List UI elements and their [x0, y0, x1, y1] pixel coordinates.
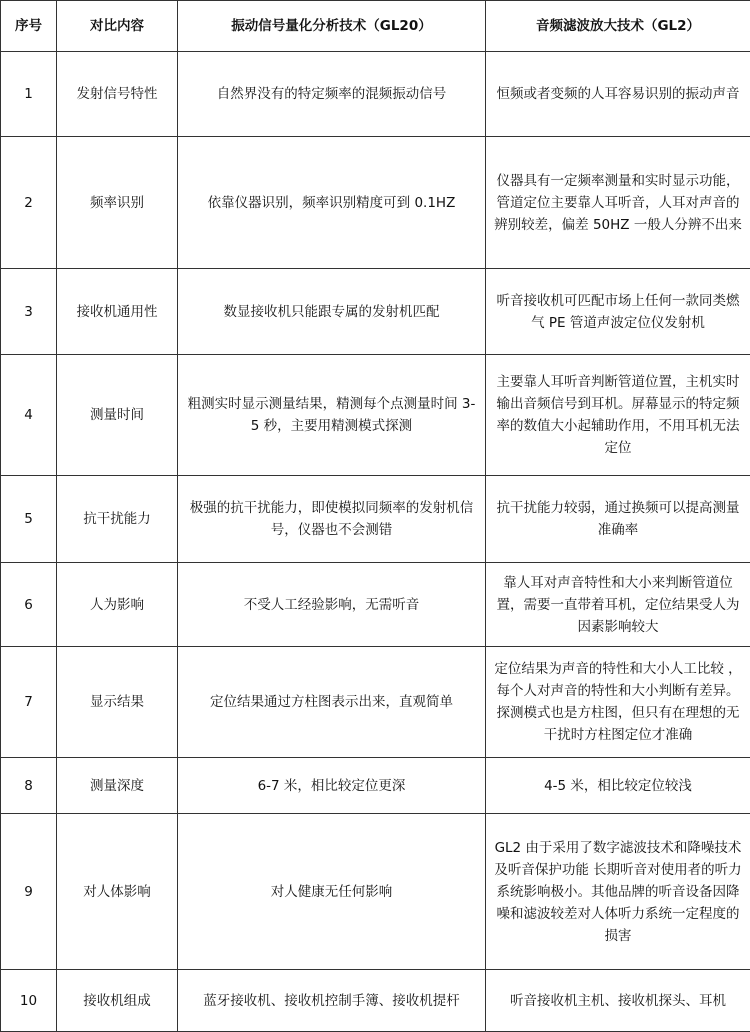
header-row	[1, 1, 750, 52]
row-item: 测量时间	[57, 355, 178, 476]
row-no: 2	[1, 137, 57, 269]
row-gl2: 抗干扰能力较弱，通过换频可以提高测量准确率	[486, 476, 750, 563]
table-row	[1, 647, 750, 758]
row-no: 5	[1, 476, 57, 563]
row-gl2: 听音接收机主机、接收机探头、耳机	[486, 970, 750, 1032]
row-gl2: GL2 由于采用了数字滤波技术和降噪技术及听音保护功能 长期听音对使用者的听力系统影响极小。其他品牌的听音设备因降噪和滤波较差对人体听力系统一定程度的损害	[486, 814, 750, 970]
row-no: 3	[1, 269, 57, 355]
row-gl20: 蓝牙接收机、接收机控制手簿、接收机提杆	[178, 970, 486, 1032]
table-row	[1, 137, 750, 269]
row-gl20: 极强的抗干扰能力，即使模拟同频率的发射机信号，仪器也不会测错	[178, 476, 486, 563]
row-item: 频率识别	[57, 137, 178, 269]
row-gl2: 主要靠人耳听音判断管道位置，主机实时输出音频信号到耳机。屏幕显示的特定频率的数值大小起辅助作用，不用耳机无法定位	[486, 355, 750, 476]
header-gl20: 振动信号量化分析技术（GL20）	[178, 1, 486, 52]
header-gl2: 音频滤波放大技术（GL2）	[486, 1, 750, 52]
table-row	[1, 355, 750, 476]
row-gl2: 4-5 米，相比较定位较浅	[486, 758, 750, 814]
row-item: 接收机组成	[57, 970, 178, 1032]
row-item: 对人体影响	[57, 814, 178, 970]
table-row	[1, 476, 750, 563]
table-row	[1, 269, 750, 355]
row-no: 1	[1, 52, 57, 137]
row-item: 抗干扰能力	[57, 476, 178, 563]
row-gl20: 粗测实时显示测量结果，精测每个点测量时间 3-5 秒，主要用精测模式探测	[178, 355, 486, 476]
row-gl2: 恒频或者变频的人耳容易识别的振动声音	[486, 52, 750, 137]
row-gl20: 自然界没有的特定频率的混频振动信号	[178, 52, 486, 137]
row-item: 发射信号特性	[57, 52, 178, 137]
row-no: 9	[1, 814, 57, 970]
row-no: 6	[1, 563, 57, 647]
row-no: 8	[1, 758, 57, 814]
row-no: 10	[1, 970, 57, 1032]
table-row	[1, 563, 750, 647]
row-gl20: 定位结果通过方柱图表示出来，直观简单	[178, 647, 486, 758]
row-gl2: 定位结果为声音的特性和大小人工比较 ，每个人对声音的特性和大小判断有差异。探测模式也是方柱图，但只有在理想的无干扰时方柱图定位才准确	[486, 647, 750, 758]
row-gl2: 听音接收机可匹配市场上任何一款同类燃气 PE 管道声波定位仪发射机	[486, 269, 750, 355]
row-item: 显示结果	[57, 647, 178, 758]
row-gl20: 数显接收机只能跟专属的发射机匹配	[178, 269, 486, 355]
row-item: 人为影响	[57, 563, 178, 647]
row-gl20: 依靠仪器识别，频率识别精度可到 0.1HZ	[178, 137, 486, 269]
row-item: 接收机通用性	[57, 269, 178, 355]
row-gl20: 不受人工经验影响，无需听音	[178, 563, 486, 647]
row-gl2: 仪器具有一定频率测量和实时显示功能，管道定位主要靠人耳听音，人耳对声音的辨别较差，偏差 50HZ 一般人分辨不出来	[486, 137, 750, 269]
header-item: 对比内容	[57, 1, 178, 52]
table-row	[1, 814, 750, 970]
row-gl2: 靠人耳对声音特性和大小来判断管道位置，需要一直带着耳机，定位结果受人为因素影响较大	[486, 563, 750, 647]
header-no: 序号	[1, 1, 57, 52]
row-no: 4	[1, 355, 57, 476]
row-gl20: 对人健康无任何影响	[178, 814, 486, 970]
row-item: 测量深度	[57, 758, 178, 814]
row-gl20: 6-7 米，相比较定位更深	[178, 758, 486, 814]
row-no: 7	[1, 647, 57, 758]
table-row	[1, 758, 750, 814]
table-row	[1, 970, 750, 1032]
table-row	[1, 52, 750, 137]
